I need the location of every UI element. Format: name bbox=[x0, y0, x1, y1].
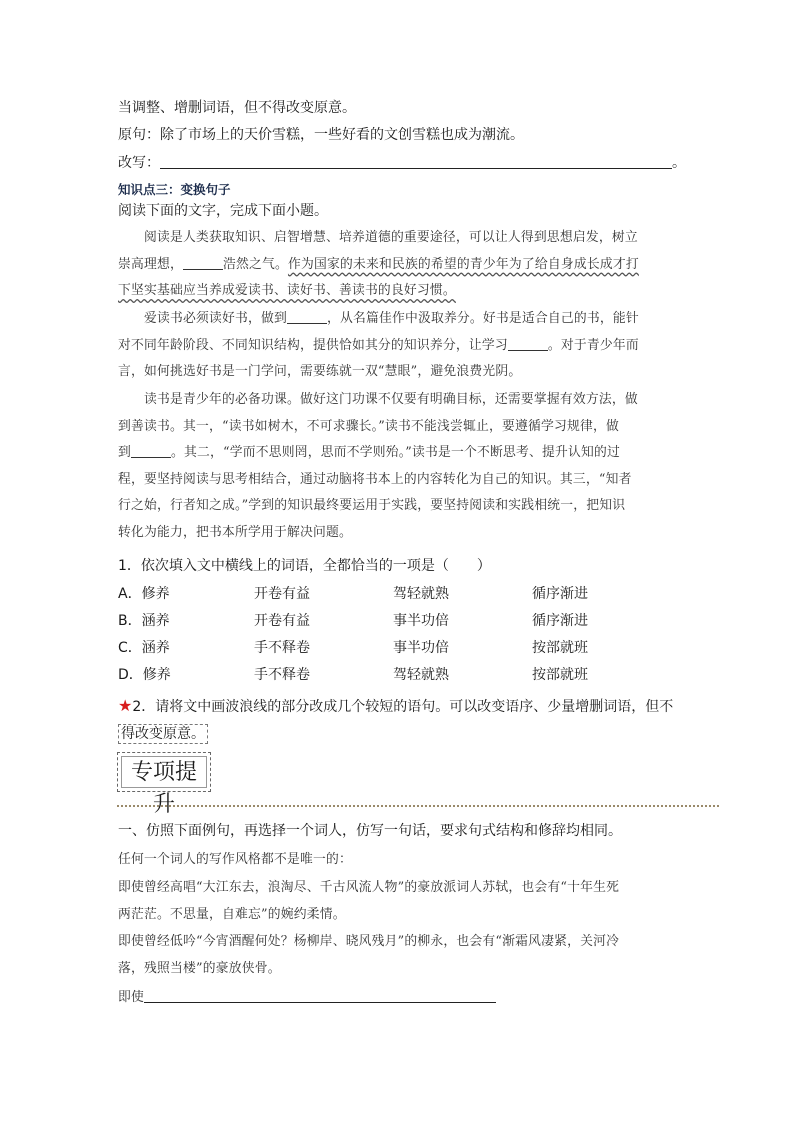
option-letter: C．涵养 bbox=[118, 640, 170, 656]
exercise-heading: 一、仿照下面例句，再选择一个词人，仿写一句话，要求句式结构和修辞均相同。 bbox=[118, 823, 622, 839]
original-sentence bbox=[118, 124, 524, 144]
rewrite-period: 。 bbox=[672, 155, 686, 171]
passage-line: 转化为能力，把书本所学用于解决问题。 bbox=[118, 524, 352, 540]
exercise-line: 任何一个词人的写作风格都不是唯一的： bbox=[118, 852, 352, 867]
question-2-text-end: 得改变原意。 bbox=[118, 724, 208, 744]
passage-paragraph-1 bbox=[118, 225, 678, 305]
exercise-line: 即使曾经高唱“大江东去，浪淘尽、千古风流人物”的豪放派词人苏轼，也会有“十年生死 bbox=[118, 880, 620, 895]
passage-line: 到善读书。其一，“读书如树木，不可求骤长。”读书不能浅尝辄止，要遵循学习规律，做 bbox=[118, 418, 619, 434]
exercise-line: 落，残照当楼”的豪放侠骨。 bbox=[118, 961, 281, 976]
question-2-line-1 bbox=[118, 696, 673, 716]
fill-blank-2[interactable] bbox=[287, 309, 327, 324]
rewrite-label: 改写： bbox=[118, 155, 160, 171]
passage-paragraph-2 bbox=[118, 306, 678, 386]
answer-prefix: 即使 bbox=[118, 990, 144, 1005]
option-letter: D．修养 bbox=[118, 667, 171, 683]
section-title: 专项提升 bbox=[121, 756, 207, 788]
rewrite-answer-blank[interactable] bbox=[160, 154, 672, 169]
wavy-underlined-text: 作为国家的未来和民族的希望的青少年为了给自身成长成才打 bbox=[287, 256, 639, 272]
option-letter: A．修养 bbox=[118, 586, 170, 602]
question-1-stem: 1．依次填入文中横线上的词语，全都恰当的一项是（ ） bbox=[118, 558, 491, 574]
instruction-continuation: 当调整、增删词语，但不得改变原意。 bbox=[118, 100, 356, 116]
passage-line bbox=[118, 278, 678, 305]
option-word: 开卷有益 bbox=[254, 586, 310, 602]
exercise-line: 即使曾经低吟“今宵酒醒何处？杨柳岸、晓风残月”的柳永，也会有“渐霜风凄紧，关河冷 bbox=[118, 934, 620, 949]
reading-instruction: 阅读下面的文字，完成下面小题。 bbox=[118, 203, 328, 219]
option-word: 手不释卷 bbox=[254, 667, 310, 683]
passage-line: 爱读书必须读好书，做到 ，从名篇佳作中汲取养分。好书是适合自己的书，能针 bbox=[144, 311, 639, 326]
passage-line: 崇高理想， 浩然之气。作为国家的未来和民族的希望的青少年为了给自身成长成才打 bbox=[118, 256, 639, 272]
fill-blank-4[interactable] bbox=[131, 443, 171, 458]
option-word: 事半功倍 bbox=[393, 640, 449, 656]
fill-blank-1[interactable] bbox=[183, 255, 223, 270]
rewrite-line bbox=[118, 152, 686, 172]
question-2-text: 2．请将文中画波浪线的部分改成几个较短的语句。可以改变语序、少量增删词语，但不 bbox=[132, 699, 674, 715]
exercise-line: 两茫茫。不思量，自难忘”的婉约柔情。 bbox=[118, 907, 346, 922]
section-divider bbox=[117, 805, 719, 807]
option-word: 事半功倍 bbox=[393, 613, 449, 629]
passage-line: 读书是青少年的必备功课。做好这门功课不仅要有明确目标，还需要掌握有效方法，做 bbox=[144, 392, 638, 407]
passage-line: 到 。其二，“学而不思则罔，思而不学则殆。”读书是一个不断思考、提升认知的过 bbox=[118, 445, 620, 460]
option-word: 按部就班 bbox=[532, 640, 588, 656]
wavy-underlined-text: 下坚实基础应当养成爱读书、读好书、善读书的良好习惯。 bbox=[118, 283, 456, 298]
section-title-box bbox=[117, 752, 211, 817]
passage-line: 言，如何挑选好书是一门学问，需要练就一双“慧眼”，避免浪费光阴。 bbox=[118, 364, 522, 379]
question-2-line-2 bbox=[118, 723, 208, 743]
option-word: 按部就班 bbox=[532, 667, 588, 683]
passage-line: 阅读是人类获取知识、启智增慧、培养道德的重要途径，可以让人得到思想启发，树立 bbox=[144, 230, 638, 245]
star-icon: ★ bbox=[118, 696, 133, 715]
fill-blank-3[interactable] bbox=[508, 336, 548, 351]
original-label: 原句： bbox=[118, 127, 160, 143]
option-word: 开卷有益 bbox=[254, 613, 310, 629]
knowledge-point-title: 知识点三：变换句子 bbox=[118, 182, 231, 197]
passage-line: 行之始，行者知之成。”学到的知识最终要运用于实践，要坚持阅读和实践相统一，把知识 bbox=[118, 498, 626, 513]
option-word: 循序渐进 bbox=[532, 613, 588, 629]
exercise-answer-line bbox=[118, 986, 496, 1005]
passage-line: 对不同年龄阶段、不同知识结构，提供恰如其分的知识养分，让学习 。对于青少年而 bbox=[118, 337, 639, 353]
option-word: 循序渐进 bbox=[532, 586, 588, 602]
option-word: 驾轻就熟 bbox=[393, 667, 449, 683]
passage-line: 程，要坚持阅读与思考相结合，通过动脑将书本上的内容转化为自己的知识。其三，“知者 bbox=[118, 471, 632, 487]
original-text: 除了市场上的天价雪糕，一些好看的文创雪糕也成为潮流。 bbox=[160, 127, 524, 143]
answer-blank[interactable] bbox=[144, 988, 496, 1003]
passage-paragraph-3 bbox=[118, 387, 678, 546]
option-word: 手不释卷 bbox=[254, 640, 310, 656]
option-word: 驾轻就熟 bbox=[393, 586, 449, 602]
option-letter: B．涵养 bbox=[118, 613, 170, 629]
